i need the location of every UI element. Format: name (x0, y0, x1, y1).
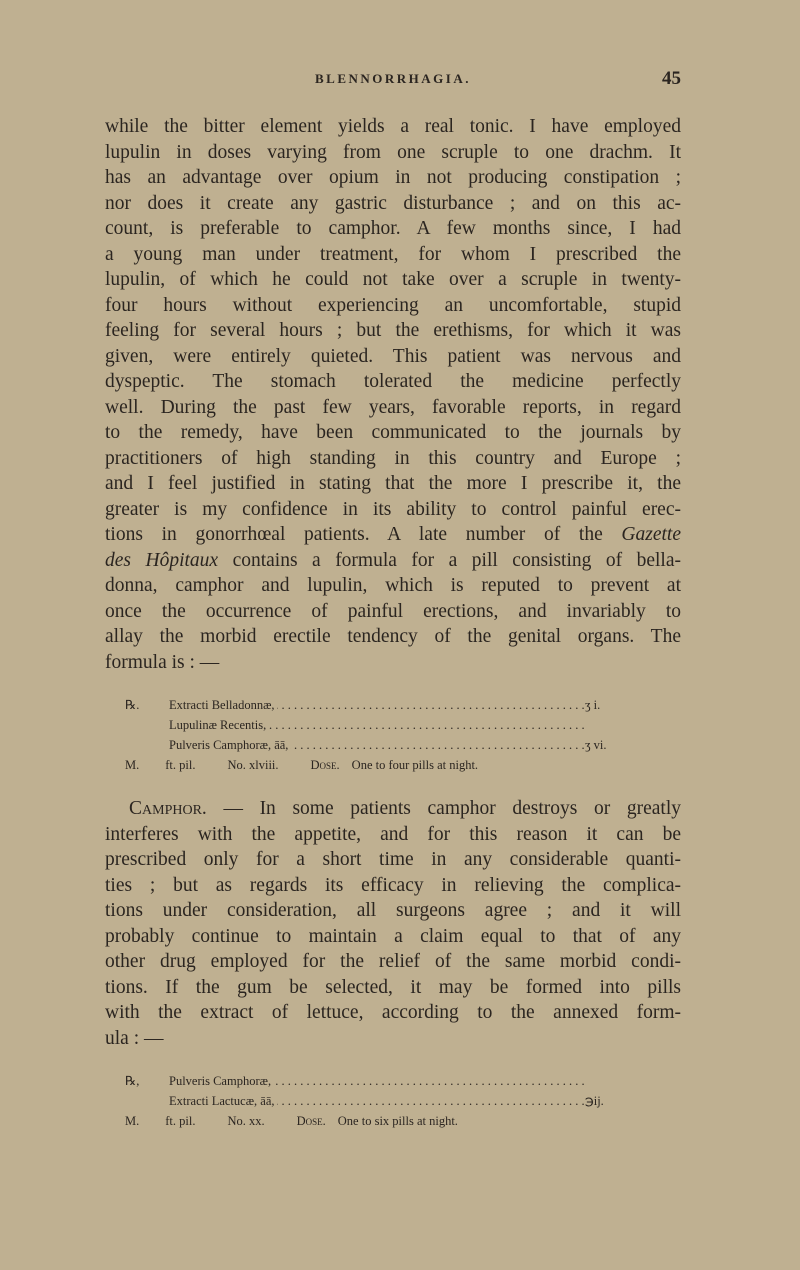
text-line (105, 318, 681, 344)
text-line (105, 822, 681, 848)
ingredient-name (169, 715, 268, 735)
line-text: tions in gonorrhœal patients. A late number of the (105, 524, 603, 545)
dose-label: Dose. (310, 758, 340, 772)
formula-ingredient-row (125, 1071, 625, 1091)
line-text: tions under consideration, all surgeons agree ; and it will (105, 900, 681, 921)
line-text: probably continue to maintain a claim equal to that of any (105, 925, 681, 947)
misce-label: M. (125, 758, 140, 772)
recipe-symbol: ℞. (125, 698, 140, 712)
pill-count: No. xx. (227, 1114, 265, 1128)
text-line (105, 165, 681, 191)
dose-text: One to four pills at night. (351, 758, 479, 772)
text-line (105, 369, 681, 395)
line-text: well. During the past few years, favorable reports, in regard (105, 396, 681, 418)
line-text: prescribed only for a short time in any considerable quanti- (105, 849, 681, 870)
line-text: count, is preferable to camphor. A few months since, I had (105, 218, 681, 239)
running-title: BLENNORRHAGIA. (315, 71, 471, 86)
text-line (105, 975, 681, 1001)
ingredient-text: Lupulinæ Recentis, (169, 718, 267, 732)
line-text: donna, camphor and lupulin, which is reputed to prevent at (105, 575, 681, 596)
text-line (105, 344, 681, 370)
text-line (105, 548, 681, 574)
formula-ingredient-row (125, 735, 625, 755)
text-line (105, 191, 681, 217)
running-header (105, 68, 681, 92)
text-line (105, 471, 681, 497)
journal-title-italic: Gazette (621, 524, 681, 545)
text-line (105, 949, 681, 975)
dose-text: One to six pills at night. (337, 1114, 458, 1128)
line-text: while the bitter element yields a real tonic. I have employed (105, 116, 681, 137)
text-line (105, 650, 681, 676)
paragraph-camphor (105, 796, 681, 1051)
ingredient-name (169, 695, 277, 715)
line-text: greater is my confidence in its ability to control painful erec- (105, 498, 681, 520)
text-line (105, 599, 681, 625)
paragraph-lupulin (105, 114, 681, 675)
ingredient-text: Pulveris Camphoræ, āā, (169, 738, 289, 752)
text-line (105, 1000, 681, 1026)
line-text: dyspeptic. The stomach tolerated the medicine perfectly (105, 371, 681, 392)
ingredient-quantity: ℈ij. (585, 1094, 604, 1108)
text-line (105, 873, 681, 899)
text-line (105, 114, 681, 140)
ingredient-name (169, 1071, 273, 1091)
line-text: — In some patients camphor destroys or greatly (223, 798, 682, 819)
line-text: lupulin in doses varying from one scruple to one drachm. It (105, 141, 681, 163)
line-text: once the occurrence of painful erections, and invariably to (105, 600, 681, 622)
line-text: a young man under treatment, for whom I prescribed the (105, 243, 681, 265)
line-text: ula : — (105, 1027, 164, 1049)
formula-belladonna (125, 695, 625, 775)
text-line (105, 624, 681, 650)
text-line (105, 573, 681, 599)
line-text: formula is : — (105, 651, 220, 673)
formula-ingredient-row (125, 1091, 625, 1111)
line-text: feeling for several hours ; but the erethisms, for which it was (105, 320, 681, 341)
text-line (105, 1026, 681, 1052)
line-text: four hours without experiencing an uncomfortable, stupid (105, 294, 681, 316)
text-line (105, 847, 681, 873)
line-text: interferes with the appetite, and for this reason it can be (105, 823, 681, 845)
formula-ingredient-row (125, 715, 625, 735)
text-line (105, 420, 681, 446)
ingredient-quantity: ʒ i. (585, 698, 601, 712)
text-line (105, 293, 681, 319)
misce-label: M. (125, 1114, 140, 1128)
text-line (105, 395, 681, 421)
line-text: nor does it create any gastric disturbance ; and on this ac- (105, 192, 681, 214)
text-line (105, 522, 681, 548)
text-line (105, 924, 681, 950)
section-lead: Camphor. (129, 798, 207, 819)
ingredient-quantity: ʒ vi. (585, 738, 607, 752)
text-line (105, 140, 681, 166)
ingredient-name (169, 1091, 277, 1111)
pill-count: No. xlviii. (227, 758, 279, 772)
line-text: other drug employed for the relief of the same morbid condi- (105, 951, 681, 972)
page-number: 45 (662, 68, 681, 89)
line-text: allay the morbid erectile tendency of the genital organs. The (105, 626, 681, 647)
ingredient-name (169, 735, 290, 755)
text-line (105, 446, 681, 472)
line-text: contains a formula for a pill consisting of bella- (232, 549, 681, 571)
formula-ingredient-row (125, 695, 625, 715)
text-line (105, 497, 681, 523)
formula-directions (125, 1111, 625, 1131)
line-text: lupulin, of which he could not take over a scruple in twenty- (105, 269, 681, 290)
line-text: ties ; but as regards its efficacy in relieving the complica- (105, 874, 681, 896)
ingredient-text: Extracti Lactucæ, āā, (169, 1094, 275, 1108)
text-line (105, 216, 681, 242)
line-text: practitioners of high standing in this country and Europe ; (105, 447, 681, 469)
line-text: and I feel justified in stating that the more I prescribe it, the (105, 473, 681, 494)
ingredient-text: Pulveris Camphoræ, (169, 1074, 272, 1088)
fiant-pilulae: ft. pil. (165, 1114, 196, 1128)
recipe-symbol: ℞, (125, 1074, 140, 1088)
line-text: has an advantage over opium in not producing constipation ; (105, 167, 681, 188)
line-text: with the extract of lettuce, according to the annexed form- (105, 1002, 681, 1023)
line-text: tions. If the gum be selected, it may be formed into pills (105, 976, 681, 998)
line-text: given, were entirely quieted. This patient was nervous and (105, 345, 681, 367)
journal-title-italic: des Hôpitaux (105, 549, 219, 571)
dose-label: Dose. (296, 1114, 326, 1128)
ingredient-text: Extracti Belladonnæ, (169, 698, 275, 712)
text-line (105, 267, 681, 293)
formula-camphor-lettuce (125, 1071, 625, 1131)
formula-directions (125, 755, 625, 775)
line-text: to the remedy, have been communicated to the journals by (105, 422, 681, 443)
text-line (105, 898, 681, 924)
text-line (105, 796, 681, 822)
text-line (105, 242, 681, 268)
fiant-pilulae: ft. pil. (165, 758, 196, 772)
